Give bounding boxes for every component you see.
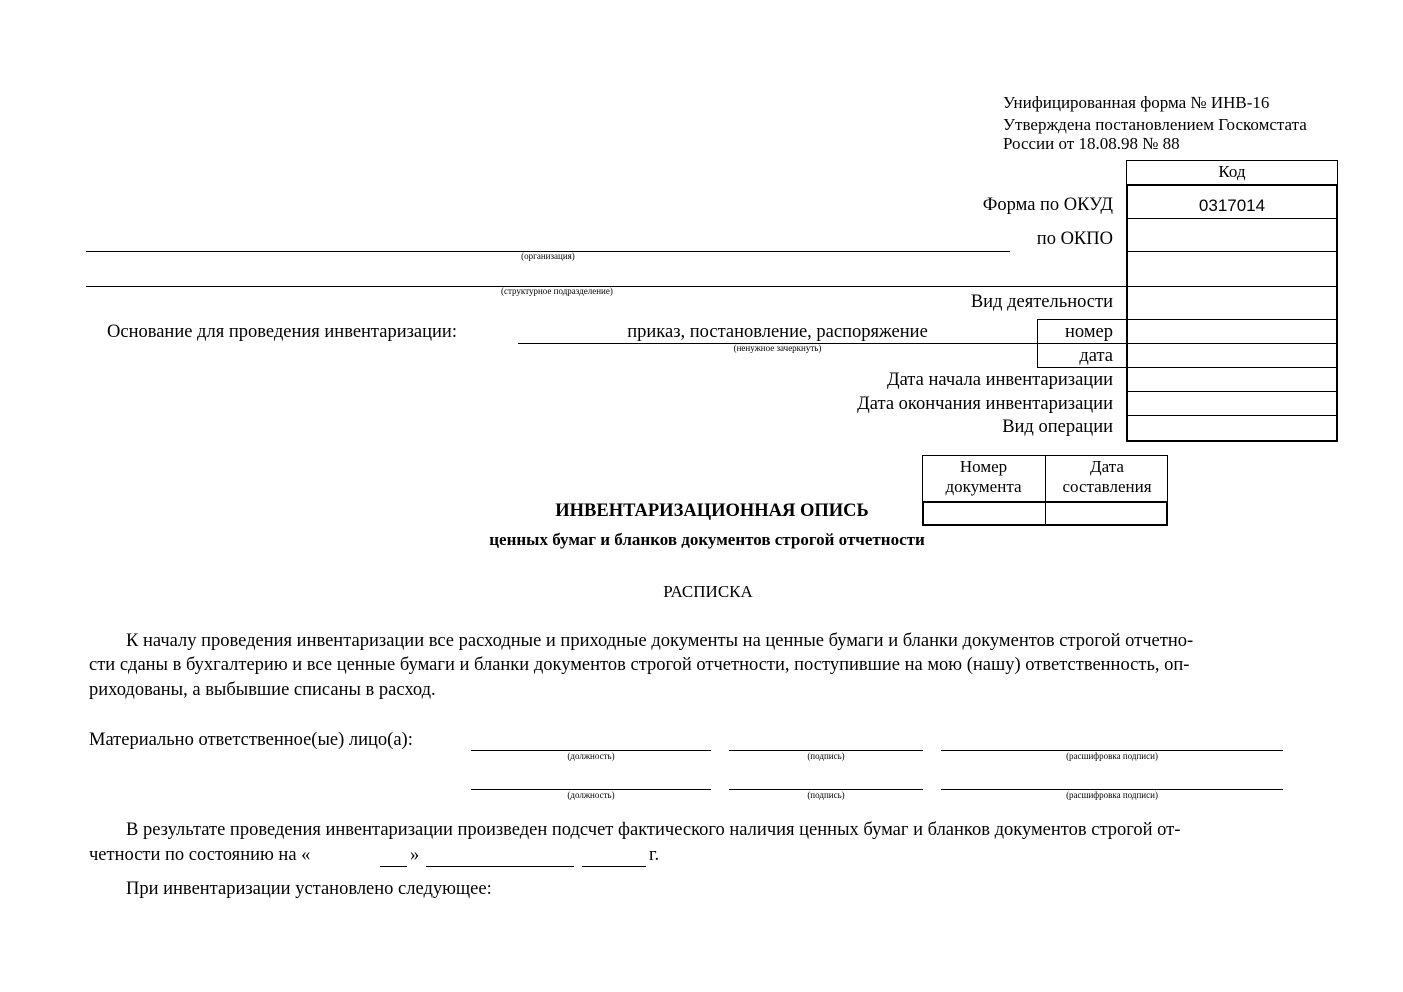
activity-label: Вид деятельности xyxy=(970,292,1113,312)
codes-box xyxy=(1126,184,1338,442)
document-title: ИНВЕНТАРИЗАЦИОННАЯ ОПИСЬ xyxy=(555,501,869,521)
decoding-caption-2: (расшифровка подписи) xyxy=(1066,790,1158,800)
responsible-label: Материально ответственное(ые) лицо(а): xyxy=(89,730,413,750)
start-date-label: Дата начала инвентаризации xyxy=(886,370,1113,390)
decoding-caption-1: (расшифровка подписи) xyxy=(1066,751,1158,761)
basis-value: приказ, постановление, распоряжение xyxy=(627,322,928,342)
doc-number-header: Номер документа xyxy=(945,457,1022,496)
doc-date-header: Дата составления xyxy=(1062,457,1152,496)
result-line-1: В результате проведения инвентаризации произведен подсчет фактического наличия ценных бумаг и бланков документов строгой от- xyxy=(126,820,1181,840)
division-caption: (структурное подразделение) xyxy=(501,286,613,296)
position-caption-2: (должность) xyxy=(567,790,615,800)
okud-label: Форма по ОКУД xyxy=(982,195,1113,215)
month-field[interactable] xyxy=(426,866,574,867)
result-line-2-start: четности по состоянию на « xyxy=(89,845,311,865)
basis-label: Основание для проведения инвентаризации: xyxy=(107,322,457,342)
receipt-heading: РАСПИСКА xyxy=(663,582,753,601)
code-header-cell xyxy=(1126,160,1338,185)
number-label: номер xyxy=(1065,322,1113,342)
year-field[interactable] xyxy=(582,866,646,867)
day-field[interactable] xyxy=(380,866,407,867)
year-suffix: г. xyxy=(649,845,660,865)
receipt-line-1: К началу проведения инвентаризации все расходные и приходные документы на ценные бумаги и бланки документов строгой отчетно- xyxy=(126,631,1194,651)
end-date-label: Дата окончания инвентаризации xyxy=(857,394,1113,414)
receipt-line-3: риходованы, а выбывшие списаны в расход. xyxy=(89,680,436,700)
okud-value: 0317014 xyxy=(1198,196,1266,215)
basis-caption: (ненужное зачеркнуть) xyxy=(733,343,822,353)
code-header: Код xyxy=(1218,162,1246,181)
quote-close: » xyxy=(410,845,420,865)
established-text: При инвентаризации установлено следующее: xyxy=(126,879,492,899)
position-caption-1: (должность) xyxy=(567,751,615,761)
signature-caption-2: (подпись) xyxy=(807,790,845,800)
approval-date: России от 18.08.98 № 88 xyxy=(1003,134,1180,153)
organization-caption: (организация) xyxy=(521,251,575,261)
okpo-label: по ОКПО xyxy=(1036,229,1113,249)
approval-line: Утверждена постановлением Госкомстата xyxy=(1003,115,1307,134)
operation-label: Вид операции xyxy=(1002,417,1113,437)
signature-caption-1: (подпись) xyxy=(807,751,845,761)
date-label: дата xyxy=(1079,346,1113,366)
receipt-line-2: сти сданы в бухгалтерию и все ценные бумаги и бланки документов строгой отчетности, поступившие на мою (нашу) ответственность, оп- xyxy=(89,655,1190,675)
form-number: Унифицированная форма № ИНВ-16 xyxy=(1003,93,1270,112)
document-subtitle: ценных бумаг и бланков документов строгой отчетности xyxy=(489,530,925,549)
